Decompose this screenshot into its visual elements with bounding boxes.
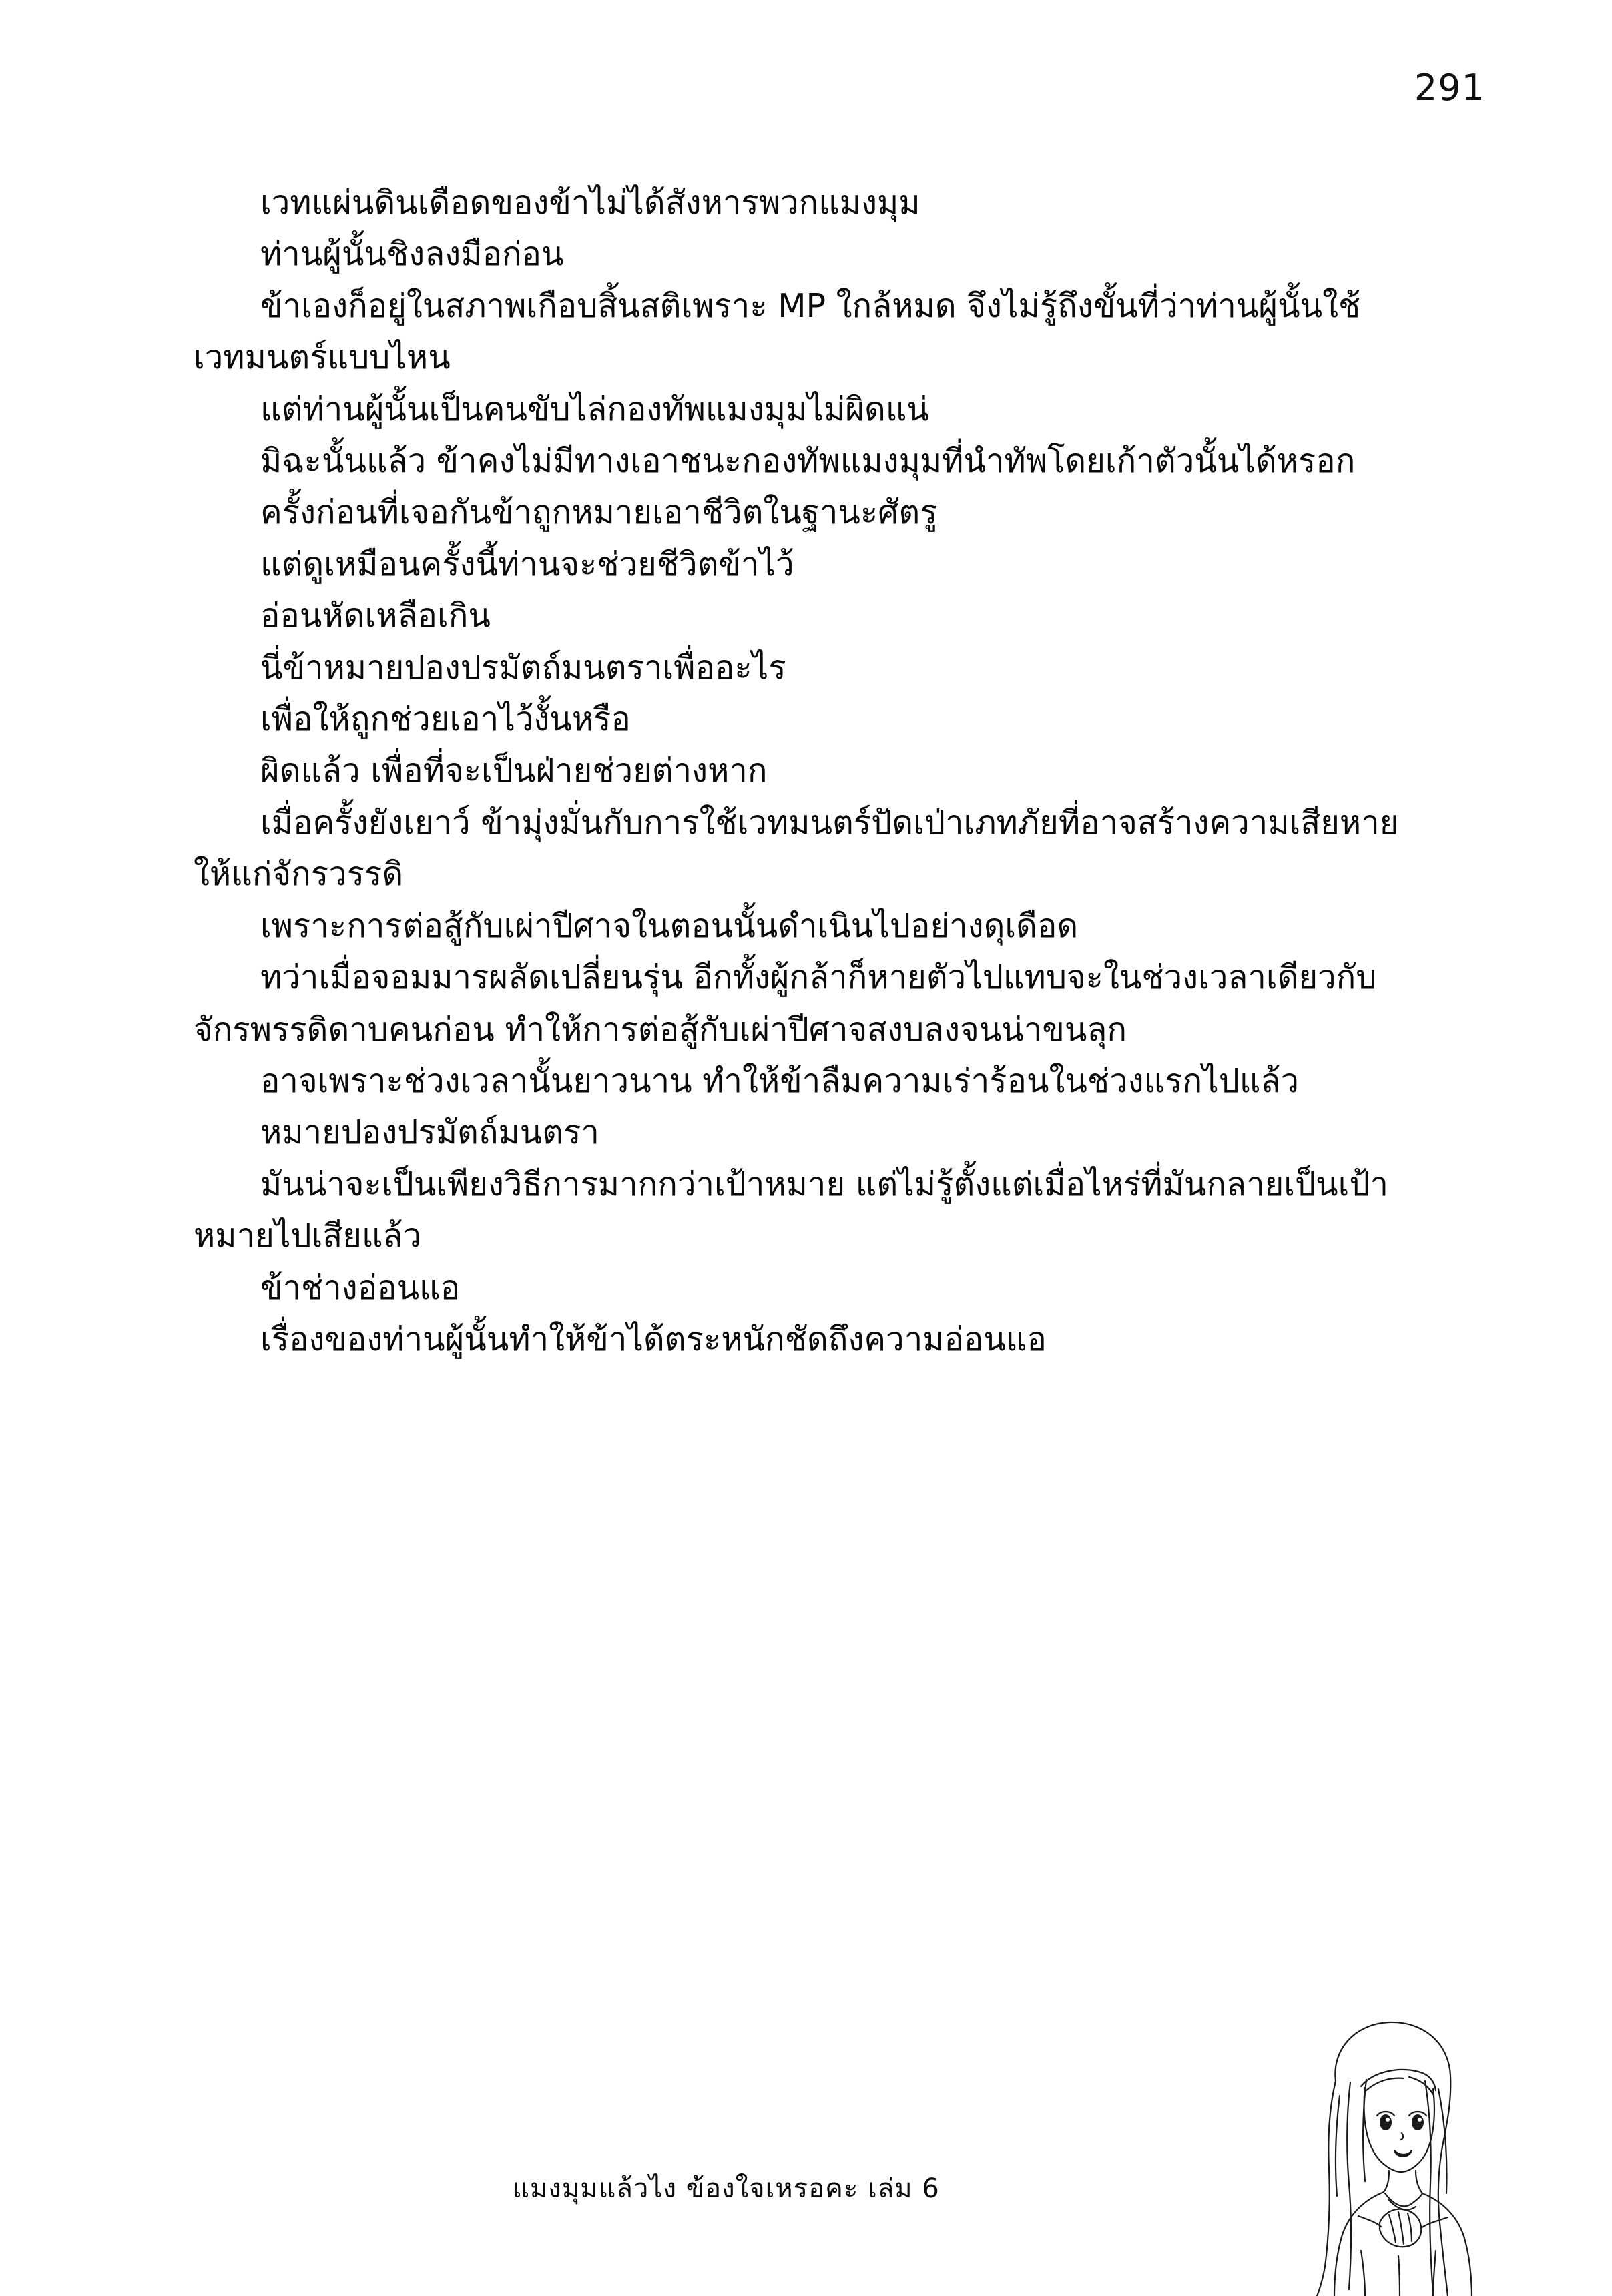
paragraph: ท่านผู้นั้นชิงลงมือก่อน	[260, 235, 564, 274]
paragraph: มิฉะนั้นแล้ว ข้าคงไม่มีทางเอาชนะกองทัพแมงมุมที่นำทัพโดยเก้าตัวนั้นได้หรอก	[260, 442, 1356, 481]
paragraph: แต่ท่านผู้นั้นเป็นคนขับไล่กองทัพแมงมุมไม่ผิดแน่	[260, 390, 929, 428]
paragraph: ข้าช่างอ่อนแอ	[260, 1268, 461, 1307]
paragraph: เรื่องของท่านผู้นั้นทำให้ข้าได้ตระหนักชัดถึงความอ่อนแอ	[260, 1320, 1047, 1358]
girl-character-illustration	[1198, 2002, 1612, 2296]
paragraph: อาจเพราะช่วงเวลานั้นยาวนาน ทำให้ข้าลืมความเร่าร้อนในช่วงแรกไปแล้ว	[260, 1061, 1300, 1100]
paragraph: เพื่อให้ถูกช่วยเอาไว้งั้นหรือ	[260, 700, 631, 739]
paragraph: หมายปองปรมัตถ์มนตรา	[260, 1113, 599, 1152]
paragraph: ข้าเองก็อยู่ในสภาพเกือบสิ้นสติเพราะ MP ใกล้หมด จึงไม่รู้ถึงขั้นที่ว่าท่านผู้นั้นใช้เวทมนตร์แบบไหน	[194, 286, 1361, 377]
paragraph: แต่ดูเหมือนครั้งนี้ท่านจะช่วยชีวิตข้าไว้	[260, 545, 794, 583]
paragraph: ครั้งก่อนที่เจอกันข้าถูกหมายเอาชีวิตในฐานะศัตรู	[260, 493, 938, 532]
paragraph: เวทแผ่นดินเดือดของข้าไม่ได้สังหารพวกแมงมุม	[260, 184, 920, 222]
page-number: 291	[1414, 67, 1485, 109]
page-body-text	[194, 177, 1415, 1365]
paragraph: ทว่าเมื่อจอมมารผลัดเปลี่ยนรุ่น อีกทั้งผู้กล้าก็หายตัวไปแทบจะในช่วงเวลาเดียวกับจักรพรรดิดาบคนก่อน ทำให้การต่อสู้กับเผ่าปีศาจสงบลงจนน่าขนลุก	[194, 958, 1377, 1049]
paragraph: มันน่าจะเป็นเพียงวิธีการมากกว่าเป้าหมาย แต่ไม่รู้ตั้งแต่เมื่อไหร่ที่มันกลายเป็นเป้าหมายไปเสียแล้ว	[194, 1165, 1389, 1255]
paragraph: เมื่อครั้งยังเยาว์ ข้ามุ่งมั่นกับการใช้เวทมนตร์ปัดเป่าเภทภัยที่อาจสร้างความเสียหายให้แก่จักรวรรดิ	[194, 803, 1399, 894]
paragraph: ผิดแล้ว เพื่อที่จะเป็นฝ่ายช่วยต่างหาก	[260, 752, 768, 790]
paragraph: นี่ข้าหมายปองปรมัตถ์มนตราเพื่ออะไร	[260, 648, 786, 687]
footer-title: แมงมุมแล้วไง ข้องใจเหรอคะ เล่ม 6	[512, 2173, 940, 2204]
paragraph: อ่อนหัดเหลือเกิน	[260, 597, 491, 635]
paragraph: เพราะการต่อสู้กับเผ่าปีศาจในตอนนั้นดำเนินไปอย่างดุเดือด	[260, 906, 1079, 945]
page-footer	[0, 2167, 1612, 2209]
